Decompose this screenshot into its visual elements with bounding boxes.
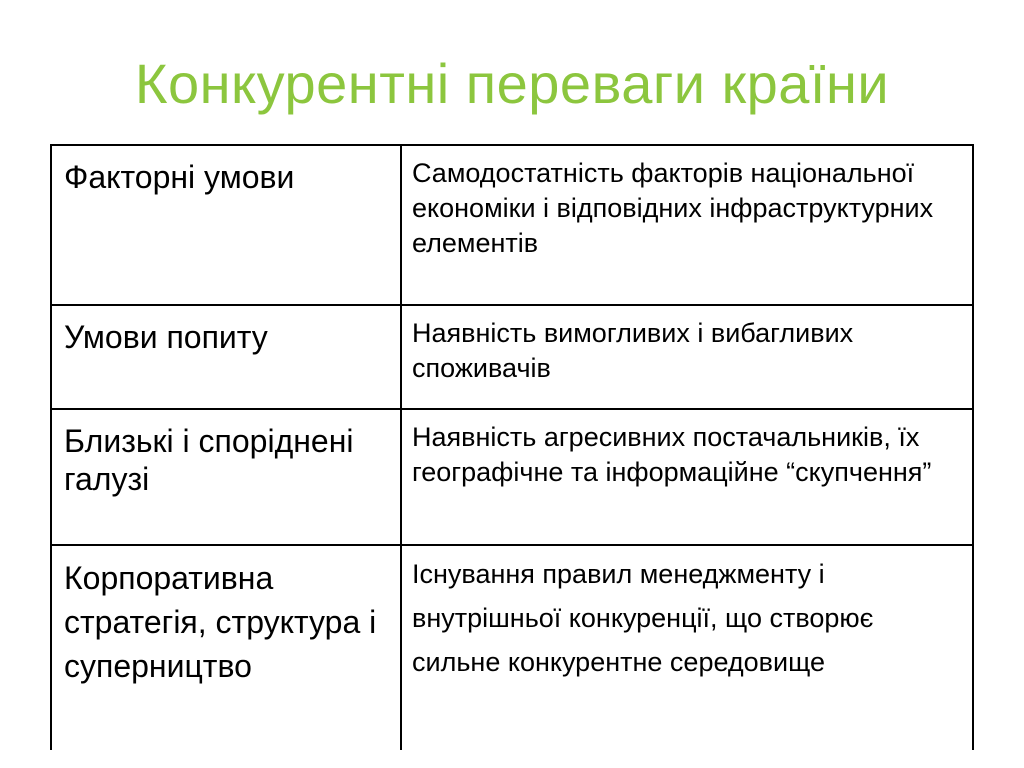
description-cell: Наявність агресивних постачальників, їх географічне та інформаційне “скупчення”	[401, 409, 973, 545]
description-cell: Існування правил менеджменту і внутрішньої конкуренції, що створює сильне конкурентне середовище	[401, 545, 973, 750]
factor-cell: Факторні умови	[51, 145, 401, 305]
factor-cell: Близькі і споріднені галузі	[51, 409, 401, 545]
table-row	[51, 409, 973, 545]
factor-cell: Умови попиту	[51, 305, 401, 409]
factor-cell: Корпоративна стратегія, структура і суперництво	[51, 545, 401, 750]
table-row	[51, 305, 973, 409]
advantages-table	[50, 144, 974, 750]
table-row	[51, 145, 973, 305]
table-row	[51, 545, 973, 750]
description-cell: Наявність вимогливих і вибагливих споживачів	[401, 305, 973, 409]
description-cell: Самодостатність факторів національної економіки і відповідних інфраструктурних елементів	[401, 145, 973, 305]
slide-title: Конкурентні переваги країни	[134, 52, 890, 115]
comparison-table-container	[50, 144, 972, 768]
